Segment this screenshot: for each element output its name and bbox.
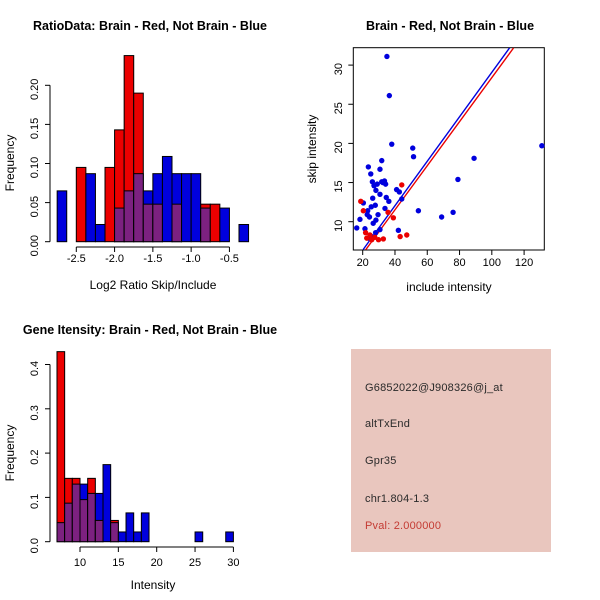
y-tick-label: 0.15 — [29, 117, 41, 140]
x-tick-label: -2.5 — [66, 253, 86, 265]
x-tick-label: -0.5 — [219, 253, 239, 265]
scatter-point-red — [404, 232, 409, 237]
scatter-point-blue — [377, 167, 382, 172]
scatter-point-blue — [365, 212, 370, 217]
info-pval: Pval: 2.000000 — [365, 520, 442, 532]
hist-bar-overlap — [115, 208, 125, 242]
scatter-point-blue — [386, 199, 391, 204]
hist-bar — [103, 465, 111, 542]
ratio-hist-ylabel: Frequency — [3, 134, 17, 192]
scatter-point-blue — [383, 181, 388, 186]
scatter-plot-area — [333, 48, 545, 269]
x-tick-label: 25 — [188, 557, 202, 569]
scatter-point-blue — [416, 208, 421, 213]
hist-bar-overlap — [111, 523, 119, 542]
hist-bar — [191, 174, 201, 242]
scatter-point-blue — [377, 227, 382, 232]
scatter-point-red — [363, 230, 368, 235]
y-tick-label: 0.4 — [29, 360, 41, 377]
scatter-point-red — [399, 182, 404, 187]
scatter-point-blue — [368, 171, 373, 176]
y-tick-label: 25 — [333, 102, 345, 115]
hist-bar — [134, 532, 142, 542]
hist-bar — [226, 532, 234, 542]
hist-bar-overlap — [124, 191, 134, 242]
x-tick-label: -1.5 — [143, 253, 163, 265]
scatter-point-blue — [399, 196, 404, 201]
hist-bar — [118, 532, 126, 542]
x-tick-label: 120 — [514, 257, 534, 269]
hist-bar — [239, 224, 249, 241]
scatter-point-blue — [379, 158, 384, 163]
hist-bar-overlap — [134, 174, 144, 242]
scatter-point-red — [376, 237, 381, 242]
y-tick-label: 10 — [333, 219, 345, 232]
hist-bar-overlap — [172, 204, 182, 242]
info-locus: chr1.804-1.3 — [365, 493, 430, 505]
ratio-hist-xlabel: Log2 Ratio Skip/Include — [89, 278, 217, 292]
scatter-point-blue — [389, 141, 394, 146]
x-tick-label: 20 — [150, 557, 163, 569]
x-tick-label: 10 — [73, 557, 87, 569]
scatter-title: Brain - Red, Not Brain - Blue — [365, 19, 535, 33]
y-tick-label: 0.05 — [29, 195, 41, 218]
scatter-point-blue — [411, 154, 416, 159]
scatter-point-blue — [357, 217, 362, 222]
hist-bar-overlap — [201, 208, 211, 242]
scatter-point-blue — [397, 189, 402, 194]
gene-hist-ylabel: Frequency — [3, 424, 17, 482]
info-box — [351, 349, 551, 552]
hist-bar — [86, 174, 96, 242]
scatter-point-blue — [371, 183, 376, 188]
hist-bar-overlap — [153, 204, 163, 242]
scatter-point-red — [361, 208, 366, 213]
ratio-histogram-panel — [3, 19, 267, 292]
x-tick-label: 100 — [482, 257, 501, 269]
hist-bar-overlap — [143, 204, 153, 242]
red-fit-line — [366, 48, 514, 250]
hist-bar — [141, 513, 149, 542]
hist-bar — [57, 352, 65, 542]
hist-bar — [210, 204, 220, 242]
scatter-point-blue — [373, 230, 378, 235]
scatter-point-red — [381, 236, 386, 241]
info-gene-name: Gpr35 — [365, 455, 397, 467]
info-probe-id: G6852022@J908326@j_at — [365, 382, 503, 394]
y-tick-label: 0.10 — [29, 156, 41, 179]
scatter-panel — [305, 19, 545, 294]
scatter-point-blue — [439, 214, 444, 219]
hist-bar-overlap — [95, 520, 103, 541]
scatter-point-red — [385, 210, 390, 215]
gene-hist-plot-area — [29, 352, 240, 569]
x-tick-label: 80 — [453, 257, 466, 269]
scatter-point-red — [358, 199, 363, 204]
y-tick-label: 30 — [333, 62, 345, 76]
gene-hist-xlabel: Intensity — [130, 578, 176, 592]
y-tick-label: 0.0 — [29, 538, 41, 554]
plot-box — [353, 48, 544, 250]
hist-bar-overlap — [72, 484, 80, 542]
hist-bar — [76, 167, 86, 241]
gene-hist-title: Gene Itensity: Brain - Red, Not Brain - Blue — [22, 323, 278, 337]
scatter-ylabel: skip intensity — [305, 114, 319, 184]
scatter-point-blue — [370, 196, 375, 201]
scatter-point-blue — [373, 188, 378, 193]
x-tick-label: 20 — [356, 257, 369, 269]
scatter-point-blue — [455, 177, 460, 182]
info-event-type: altTxEnd — [365, 418, 411, 430]
scatter-point-blue — [384, 54, 389, 59]
scatter-point-red — [397, 234, 402, 239]
y-tick-label: 0.20 — [29, 78, 41, 101]
hist-bar-overlap — [65, 503, 73, 542]
y-tick-label: 0.3 — [29, 405, 41, 421]
x-tick-label: -2.0 — [105, 253, 125, 265]
hist-bar-overlap — [88, 493, 96, 541]
x-tick-label: 15 — [112, 557, 125, 569]
scatter-point-blue — [387, 93, 392, 98]
ratio-hist-plot-area — [29, 56, 249, 265]
blue-fit-line — [363, 48, 509, 250]
hist-bar — [126, 513, 134, 542]
hist-bar-overlap — [57, 523, 65, 542]
scatter-point-red — [391, 215, 396, 220]
scatter-point-blue — [410, 145, 415, 150]
hist-bar — [105, 167, 115, 241]
scatter-point-blue — [354, 225, 359, 230]
gene-histogram-panel — [3, 323, 277, 592]
scatter-point-blue — [375, 212, 380, 217]
x-tick-label: 60 — [421, 257, 434, 269]
scatter-point-blue — [377, 192, 382, 197]
scatter-point-blue — [366, 164, 371, 169]
scatter-xlabel: include intensity — [406, 280, 492, 294]
y-tick-label: 15 — [333, 180, 345, 193]
scatter-point-blue — [370, 221, 375, 226]
hist-bar — [162, 156, 172, 241]
y-tick-label: 20 — [333, 141, 345, 154]
scatter-point-blue — [396, 228, 401, 233]
hist-bar — [195, 532, 203, 542]
y-tick-label: 0.1 — [29, 493, 41, 510]
scatter-point-blue — [539, 143, 544, 148]
x-tick-label: 30 — [227, 557, 240, 569]
ratio-hist-title: RatioData: Brain - Red, Not Brain - Blue — [32, 19, 268, 33]
hist-bar — [57, 191, 67, 242]
y-tick-label: 0.00 — [29, 234, 41, 257]
scatter-point-blue — [450, 210, 455, 215]
hist-bar-overlap — [80, 500, 88, 542]
hist-bar — [182, 174, 192, 242]
fit-lines — [363, 48, 513, 250]
x-tick-label: 40 — [388, 257, 402, 269]
scatter-point-blue — [471, 156, 476, 161]
y-tick-label: 0.2 — [29, 449, 41, 465]
hist-bar — [95, 224, 105, 241]
hist-bar — [220, 208, 230, 242]
x-tick-label: -1.0 — [181, 253, 201, 265]
